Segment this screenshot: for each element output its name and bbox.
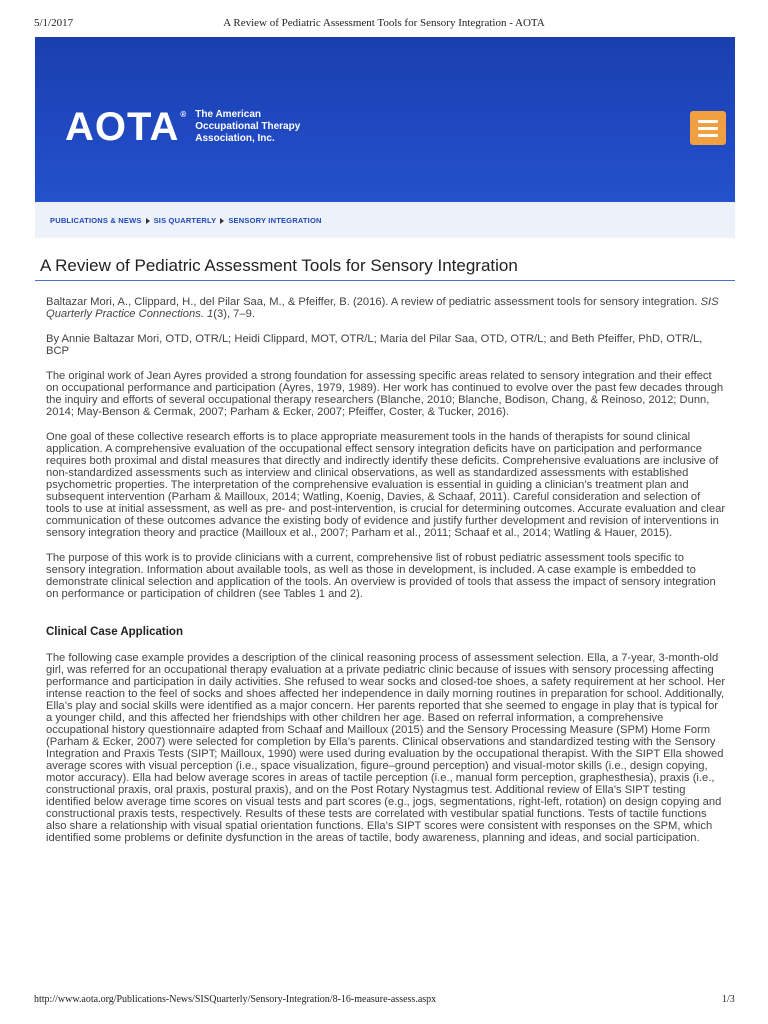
hamburger-menu-icon[interactable] bbox=[690, 111, 726, 145]
print-header bbox=[0, 14, 768, 30]
breadcrumb-item-publications-news[interactable]: PUBLICATIONS & NEWS bbox=[50, 216, 142, 225]
print-url: http://www.aota.org/Publications-News/SISQuarterly/Sensory-Integration/8-16-measure-assess.aspx bbox=[34, 994, 437, 1005]
authors: By Annie Baltazar Mori, OTD, OTR/L; Heidi Clippard, MOT, OTR/L; Maria del Pilar Saa, OTD, OTR/L; and Beth Pfeiffer, PhD, OTR/L, BCP bbox=[46, 333, 703, 357]
citation: Baltazar Mori, A., Clippard, H., del Pilar Saa, M., & Pfeiffer, B. (2016). A review of pediatric assessment tools for sensory integration. SIS Quarterly Practice Connections. 1(3), 7–9. bbox=[46, 296, 719, 320]
paragraph-purpose: The purpose of this work is to provide clinicians with a current, comprehensive list of robust pediatric assessment tools specific to sensory integration. Information about available tools, as well as those in development, is included. A case example is embedded to demonstrate clinical selection and application of the tools. An overview is provided of tools that assess the impact of sensory integration on performance or participation of children (see Tables 1 and 2). bbox=[46, 552, 716, 600]
breadcrumb-bar bbox=[35, 202, 735, 238]
paragraph-case: The following case example provides a description of the clinical reasoning process of assessment selection. Ella, a 7-year, 3-month-old girl, was referred for an occupational therapy evaluation at a private pediatric clinic because of issues with sensory processing affecting performance and participation in daily activities. She refused to wear socks and closed-toe shoes, a safety requirement at her school. Her intense reaction to the feel of socks and shoes affected her independence in daily morning routines in preparation for school. Additionally, Ella’s play and social skills were identified as a major concern. Her parents reported that she seemed to engage in play that is typical for a younger child, and this affected her friendships with other children her age. Based on referral information, a comprehensive occupational history questionnaire adapted from Schaaf and Mailloux (2015) and the Sensory Processing Measure (SPM) Home Form (Parham & Ecker, 2007) were selected for completion by Ella’s parents. Clinical observations and standardized testing with the Sensory Integration and Praxis Tests (SIPT; Mailloux, 1990) were used during evaluation by the occupational therapist. With the SIPT Ella showed average scores with visual perception (i.e., space visualization, figure–ground perception) and visual-motor skills (i.e., design copying, motor accuracy). Ella had below average scores in areas of tactile perception (i.e., manual form perception, graphesthesia), praxis (i.e., constructional praxis, oral praxis, postural praxis), and on the Post Rotary Nystagmus test. Additional review of Ella’s SIPT testing identified below average time scores on visual tests and part scores (e.g., jogs, segmentations, right-left, rotation) on design copying and constructional praxis tests, respectively. Results of these tests are correlated with vestibular spatial functions. Tests of tactile functions also share a relationship with visual spatial orientation functions. Ella’s SIPT scores were consistent with responses on the SPM, which identified some problems or definite dysfunction in the areas of tactile, body awareness, planning and ideas, and social participation. bbox=[46, 652, 726, 844]
aota-logo[interactable] bbox=[65, 107, 300, 147]
section-heading: Clinical Case Application bbox=[46, 626, 183, 638]
breadcrumb-item-sis-quarterly[interactable]: SIS QUARTERLY bbox=[153, 216, 217, 225]
paragraph-goals: One goal of these collective research efforts is to place appropriate measurement tools in the hands of therapists for sound clinical application. A comprehensive evaluation of the occupational effect sensory integration deficits have on participation and performance requires both proximal and distal measures that directly and indirectly identify these deficits. Comprehensive evaluations are inclusive of non-standardized assessments such as interview and clinical observations, as well as standardized assessments with established psychometric properties. The interpretation of the comprehensive evaluation is essential in guiding a clinician’s treatment plan and subsequent intervention (Parham & Mailloux, 2014; Watling, Koenig, Davies, & Schaaf, 2011). Careful consideration and selection of tools to use at initial assessment, as well as pre- and post-intervention, is crucial for determining outcomes. Accurate evaluation and clear communication of these outcomes advance the existing body of evidence and justify further development and revision of interventions in sensory integration theory and practice (Mailloux et al., 2007; Parham et al., 2011; Schaaf et al., 2014; Watling & Hauer, 2015). bbox=[46, 431, 726, 539]
breadcrumb-arrow-icon bbox=[146, 218, 150, 224]
site-banner bbox=[35, 37, 735, 202]
breadcrumb bbox=[50, 216, 322, 225]
logo-text: The American Occupational Therapy Association, Inc. bbox=[195, 109, 301, 144]
breadcrumb-arrow-icon bbox=[220, 218, 224, 224]
page-number: 1/3 bbox=[722, 994, 735, 1005]
page-title: A Review of Pediatric Assessment Tools for Sensory Integration bbox=[40, 256, 518, 275]
article-body bbox=[46, 296, 726, 857]
breadcrumb-item-sensory-integration[interactable]: SENSORY INTEGRATION bbox=[228, 216, 322, 225]
title-divider bbox=[35, 280, 735, 281]
print-document-title: A Review of Pediatric Assessment Tools for Sensory Integration - AOTA bbox=[223, 17, 545, 29]
paragraph-intro: The original work of Jean Ayres provided a strong foundation for assessing specific areas related to sensory integration and their effect on occupational performance and participation (Ayres, 1979, 1989). Her work has continued to evolve over the past few decades through the inquiry and efforts of several occupational therapy researchers (Blanche, 2010; Blanche, Bodison, Chang, & Reinoso, 2012; Dunn, 2014; May-Benson & Cermak, 2007; Parham & Ecker, 2007; Pfeiffer, Coster, & Tucker, 2016). bbox=[46, 370, 724, 418]
print-date: 5/1/2017 bbox=[34, 17, 74, 29]
logo-mark: AOTA® bbox=[65, 105, 188, 149]
